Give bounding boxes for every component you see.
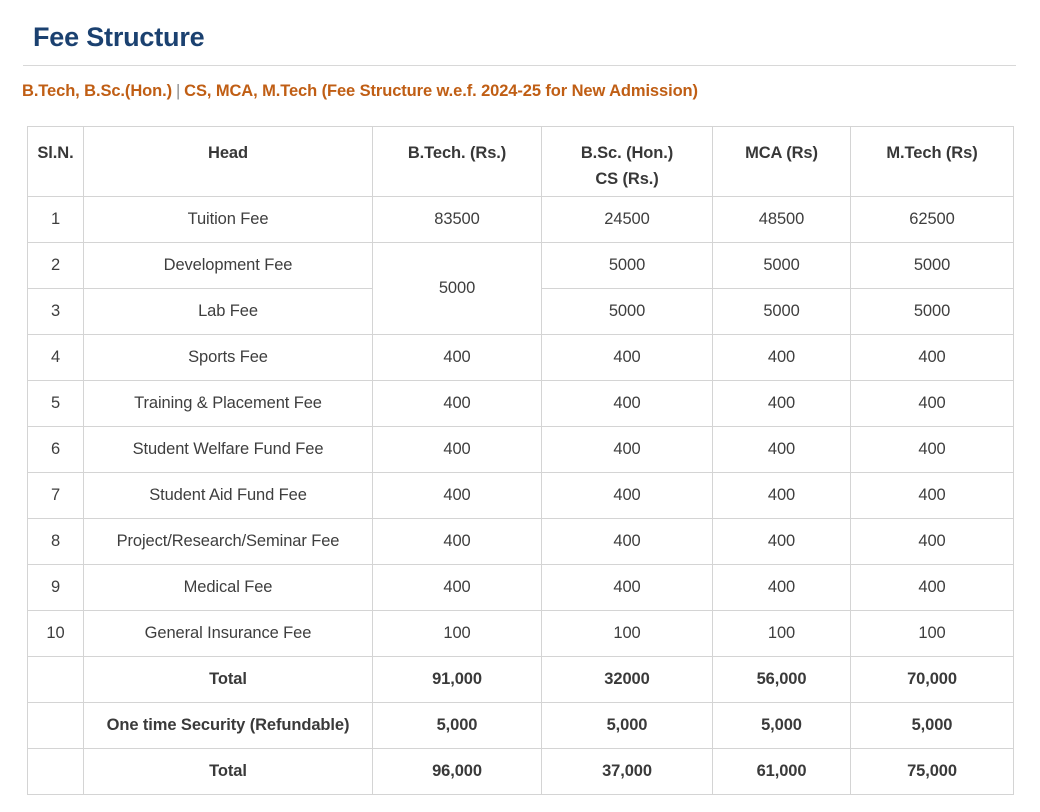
cell-mtech: 75,000 xyxy=(851,749,1014,795)
cell-head: Training & Placement Fee xyxy=(84,381,373,427)
cell-sn: 3 xyxy=(28,289,84,335)
cell-btech: 100 xyxy=(373,611,542,657)
cell-head: Lab Fee xyxy=(84,289,373,335)
table-row-medical-fee xyxy=(28,565,1014,611)
column-header-head: Head xyxy=(84,127,373,197)
cell-sn-empty xyxy=(28,703,84,749)
cell-head: Total xyxy=(84,749,373,795)
cell-head: Sports Fee xyxy=(84,335,373,381)
page-title: Fee Structure xyxy=(33,22,205,52)
cell-mca: 400 xyxy=(713,473,851,519)
cell-head: Total xyxy=(84,657,373,703)
table-row-development-fee xyxy=(28,243,1014,289)
cell-mca: 400 xyxy=(713,335,851,381)
table-row-grand-total xyxy=(28,749,1014,795)
cell-btech: 400 xyxy=(373,427,542,473)
cell-mca: 400 xyxy=(713,565,851,611)
table-row-sports-fee xyxy=(28,335,1014,381)
cell-mtech: 62500 xyxy=(851,197,1014,243)
cell-bsc: 5000 xyxy=(542,243,713,289)
cell-head: Project/Research/Seminar Fee xyxy=(84,519,373,565)
cell-sn: 10 xyxy=(28,611,84,657)
subtitle-programs-right: CS, MCA, M.Tech (Fee Structure w.e.f. 2024-25 for New Admission) xyxy=(184,82,698,100)
cell-mtech: 400 xyxy=(851,427,1014,473)
cell-bsc: 400 xyxy=(542,519,713,565)
cell-bsc: 400 xyxy=(542,381,713,427)
cell-sn: 7 xyxy=(28,473,84,519)
cell-sn: 1 xyxy=(28,197,84,243)
cell-bsc: 400 xyxy=(542,335,713,381)
table-row-tuition-fee xyxy=(28,197,1014,243)
cell-btech: 400 xyxy=(373,565,542,611)
fee-structure-table xyxy=(27,126,1014,795)
cell-mtech: 5,000 xyxy=(851,703,1014,749)
cell-btech: 91,000 xyxy=(373,657,542,703)
cell-mca: 5000 xyxy=(713,289,851,335)
cell-bsc: 400 xyxy=(542,427,713,473)
cell-mca: 48500 xyxy=(713,197,851,243)
cell-sn-empty xyxy=(28,749,84,795)
cell-bsc: 32000 xyxy=(542,657,713,703)
cell-mca: 400 xyxy=(713,519,851,565)
cell-mca: 100 xyxy=(713,611,851,657)
cell-bsc: 37,000 xyxy=(542,749,713,795)
title-divider xyxy=(23,65,1016,66)
cell-mtech: 70,000 xyxy=(851,657,1014,703)
column-header-sln: Sl.N. xyxy=(28,127,84,197)
cell-mca: 400 xyxy=(713,381,851,427)
subtitle-programs-left: B.Tech, B.Sc.(Hon.) xyxy=(22,82,172,100)
table-row-general-insurance-fee xyxy=(28,611,1014,657)
fee-structure-subtitle xyxy=(22,82,1040,101)
cell-btech: 83500 xyxy=(373,197,542,243)
table-row-student-aid-fund-fee xyxy=(28,473,1014,519)
table-row-student-welfare-fund-fee xyxy=(28,427,1014,473)
cell-mtech: 400 xyxy=(851,519,1014,565)
cell-mca: 56,000 xyxy=(713,657,851,703)
cell-bsc: 5,000 xyxy=(542,703,713,749)
cell-btech-merged: 5000 xyxy=(373,243,542,335)
cell-sn-empty xyxy=(28,657,84,703)
cell-sn: 4 xyxy=(28,335,84,381)
cell-sn: 5 xyxy=(28,381,84,427)
column-header-bsc-line2: CS (Rs.) xyxy=(595,170,659,188)
cell-bsc: 100 xyxy=(542,611,713,657)
cell-mtech: 5000 xyxy=(851,289,1014,335)
cell-btech: 5,000 xyxy=(373,703,542,749)
cell-mtech: 400 xyxy=(851,335,1014,381)
cell-mtech: 400 xyxy=(851,473,1014,519)
table-row-project-research-seminar-fee xyxy=(28,519,1014,565)
cell-mca: 5,000 xyxy=(713,703,851,749)
cell-btech: 400 xyxy=(373,381,542,427)
column-header-bsc-line1: B.Sc. (Hon.) xyxy=(580,144,674,162)
cell-btech: 400 xyxy=(373,519,542,565)
table-row-training-placement-fee xyxy=(28,381,1014,427)
cell-head: One time Security (Refundable) xyxy=(84,703,373,749)
column-header-bsc xyxy=(542,127,713,197)
table-row-total xyxy=(28,657,1014,703)
column-header-btech: B.Tech. (Rs.) xyxy=(373,127,542,197)
cell-sn: 6 xyxy=(28,427,84,473)
cell-btech: 400 xyxy=(373,473,542,519)
cell-mtech: 400 xyxy=(851,565,1014,611)
cell-mca: 61,000 xyxy=(713,749,851,795)
cell-btech: 400 xyxy=(373,335,542,381)
cell-head: Development Fee xyxy=(84,243,373,289)
cell-mtech: 5000 xyxy=(851,243,1014,289)
cell-bsc: 5000 xyxy=(542,289,713,335)
cell-mca: 5000 xyxy=(713,243,851,289)
cell-head: General Insurance Fee xyxy=(84,611,373,657)
cell-mtech: 100 xyxy=(851,611,1014,657)
cell-head: Student Welfare Fund Fee xyxy=(84,427,373,473)
column-header-mca: MCA (Rs) xyxy=(713,127,851,197)
cell-head: Student Aid Fund Fee xyxy=(84,473,373,519)
cell-bsc: 400 xyxy=(542,565,713,611)
cell-bsc: 400 xyxy=(542,473,713,519)
cell-btech: 96,000 xyxy=(373,749,542,795)
table-row-one-time-security xyxy=(28,703,1014,749)
table-header-row xyxy=(28,127,1014,197)
cell-sn: 2 xyxy=(28,243,84,289)
cell-head: Medical Fee xyxy=(84,565,373,611)
column-header-mtech: M.Tech (Rs) xyxy=(851,127,1014,197)
cell-bsc: 24500 xyxy=(542,197,713,243)
cell-mtech: 400 xyxy=(851,381,1014,427)
cell-sn: 8 xyxy=(28,519,84,565)
subtitle-separator: | xyxy=(175,82,181,100)
cell-mca: 400 xyxy=(713,427,851,473)
cell-head: Tuition Fee xyxy=(84,197,373,243)
cell-sn: 9 xyxy=(28,565,84,611)
